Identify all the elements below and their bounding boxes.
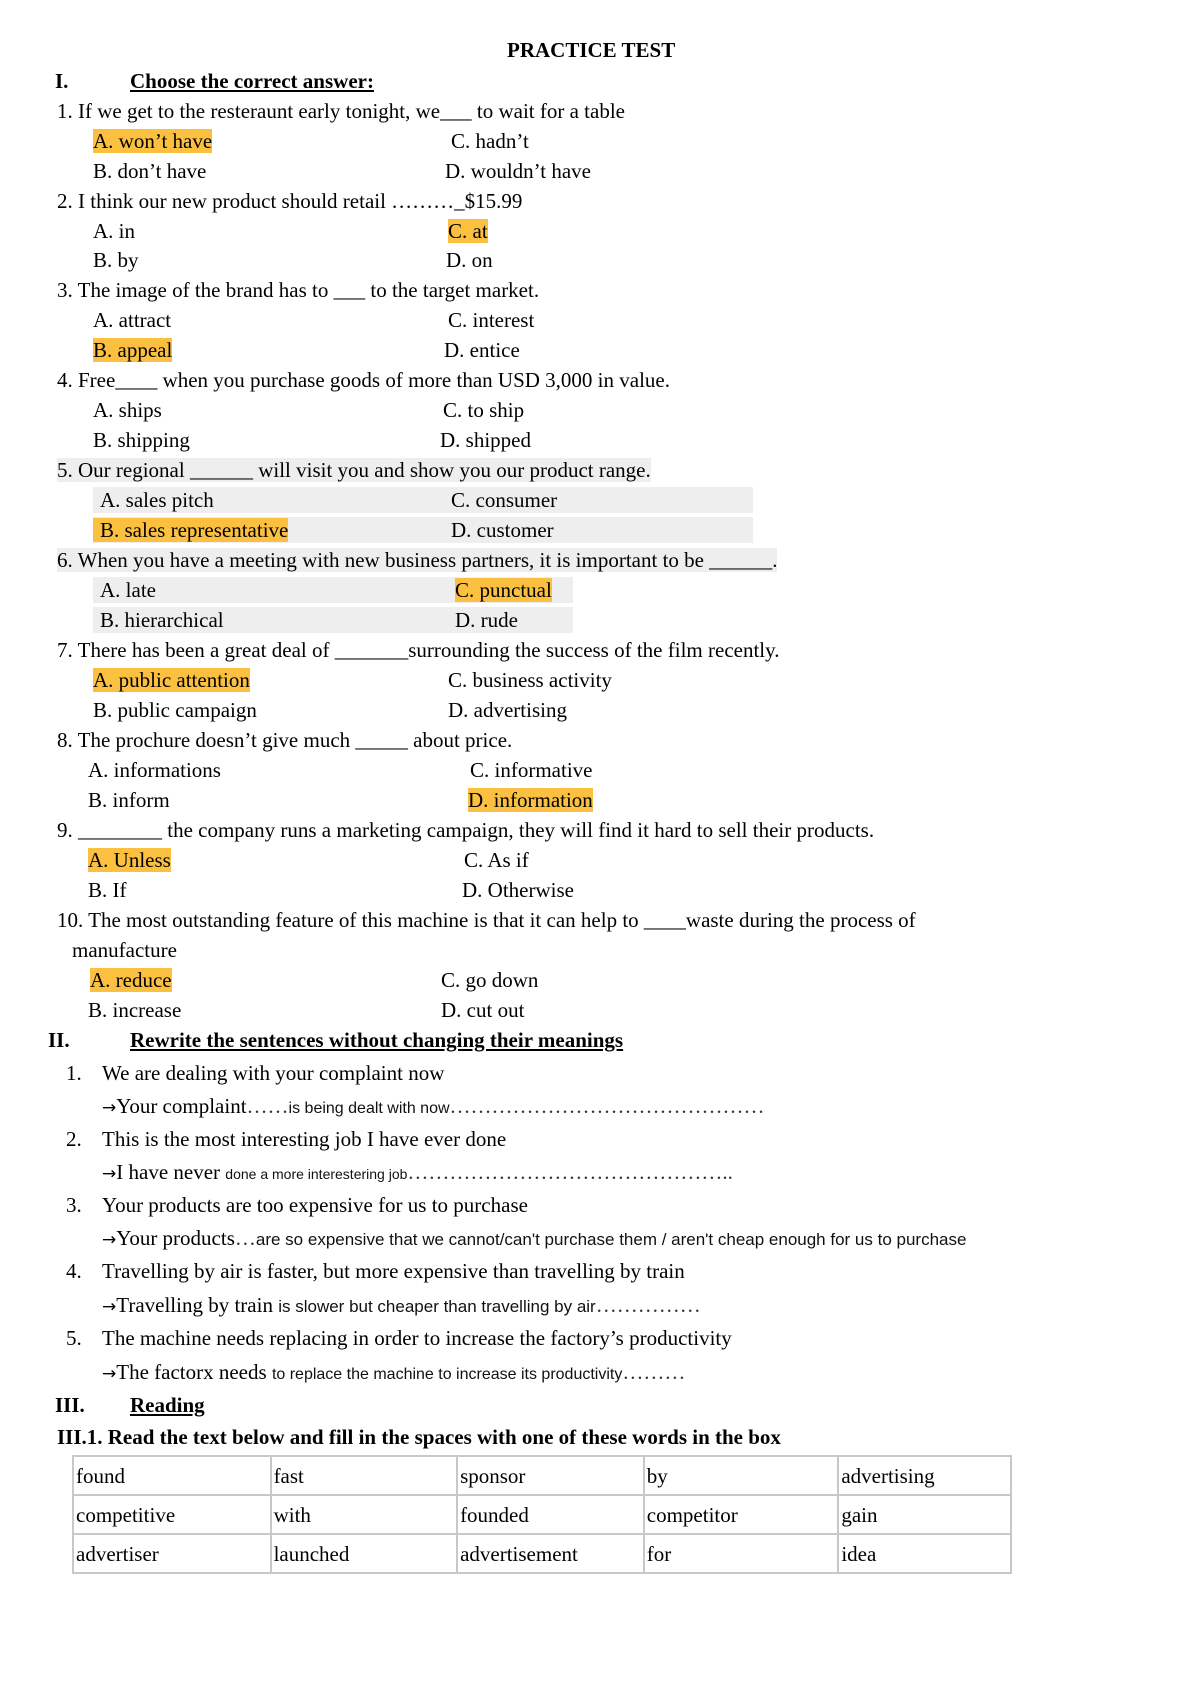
question-3: 3. The image of the brand has to ___ to the target market. (57, 278, 540, 302)
rewrite-2-answer: done a more interestering job (225, 1166, 408, 1182)
rewrite-5-answer: to replace the machine to increase its productivity (271, 1366, 623, 1383)
section-3-subtitle: III.1. Read the text below and fill in the spaces with one of these words in the box (57, 1425, 781, 1449)
section-1-number: I. (55, 69, 69, 93)
rewrite-4-number: 4. (66, 1259, 82, 1283)
word-cell: for (644, 1534, 839, 1573)
word-cell: advertisement (457, 1534, 644, 1573)
rewrite-1-number: 1. (66, 1061, 82, 1085)
section-2-number: II. (48, 1028, 70, 1052)
rewrite-4-sentence: Travelling by air is faster, but more expensive than travelling by train (102, 1259, 685, 1283)
question-10: 10. The most outstanding feature of this machine is that it can help to ____waste during the process of (57, 908, 916, 932)
q6-option-a: A. late (100, 578, 156, 602)
question-8: 8. The prochure doesn’t give much _____ about price. (57, 728, 513, 752)
word-cell: by (644, 1456, 839, 1495)
rewrite-2-dots: ……………………………………….. (407, 1160, 733, 1184)
rewrite-2-number: 2. (66, 1127, 82, 1151)
q7-option-b: B. public campaign (93, 698, 257, 722)
q1-option-b: B. don’t have (93, 159, 207, 183)
rewrite-4-answer: is slower but cheaper than travelling by air (278, 1297, 596, 1316)
q2-option-d: D. on (446, 248, 493, 272)
q5-option-c: C. consumer (451, 488, 558, 512)
word-cell: founded (457, 1495, 644, 1534)
question-9: 9. ________ the company runs a marketing campaign, they will find it hard to sell their products. (57, 818, 875, 842)
q10-option-c: C. go down (441, 968, 539, 992)
rewrite-3-prefix: Your products (116, 1226, 235, 1250)
word-cell: advertising (838, 1456, 1011, 1495)
arrow-icon: → (102, 1230, 117, 1250)
rewrite-5-dots: ……… (622, 1360, 686, 1384)
section-2-title: Rewrite the sentences without changing their meanings (130, 1028, 624, 1052)
q10-option-a: A. reduce (90, 968, 172, 992)
question-2: 2. I think our new product should retail ………_$15.99 (57, 189, 523, 213)
q8-option-b: B. inform (88, 788, 170, 812)
word-cell: found (73, 1456, 271, 1495)
rewrite-1-answer: is being dealt with now (288, 1100, 450, 1117)
q6-option-d: D. rude (455, 608, 518, 632)
rewrite-5-number: 5. (66, 1326, 82, 1350)
word-box-table (72, 1455, 1012, 1574)
word-cell: gain (838, 1495, 1011, 1534)
rewrite-4-prefix: Travelling by train (116, 1293, 273, 1317)
q6-option-b: B. hierarchical (100, 608, 224, 632)
q8-option-a: A. informations (88, 758, 221, 782)
word-cell: with (271, 1495, 458, 1534)
q2-option-a: A. in (93, 219, 135, 243)
q4-option-a: A. ships (93, 398, 162, 422)
section-1-title: Choose the correct answer: (130, 69, 374, 93)
q5-option-a: A. sales pitch (100, 488, 214, 512)
word-cell: fast (271, 1456, 458, 1495)
question-7: 7. There has been a great deal of _______surrounding the success of the film recently. (57, 638, 780, 662)
rewrite-5-prefix: The factorx needs (116, 1360, 267, 1384)
rewrite-4-dots: …………… (595, 1293, 701, 1317)
question-4: 4. Free____ when you purchase goods of more than USD 3,000 in value. (57, 368, 670, 392)
rewrite-3-answer: are so expensive that we cannot/can't purchase them / aren't cheap enough for us to purchase (255, 1230, 967, 1249)
word-cell: sponsor (457, 1456, 644, 1495)
q9-option-d: D. Otherwise (462, 878, 574, 902)
q9-option-b: B. If (88, 878, 127, 902)
rewrite-5-sentence: The machine needs replacing in order to increase the factory’s productivity (102, 1326, 732, 1350)
q1-option-a: A. won’t have (93, 129, 213, 153)
rewrite-2-sentence: This is the most interesting job I have ever done (102, 1127, 507, 1151)
rewrite-1-prefix: Your complaint (116, 1094, 247, 1118)
question-1: 1. If we get to the resteraunt early tonight, we___ to wait for a table (57, 99, 625, 123)
q3-option-d: D. entice (444, 338, 520, 362)
q5-option-b: B. sales representative (93, 518, 288, 542)
arrow-icon: → (102, 1098, 117, 1118)
q1-option-d: D. wouldn’t have (445, 159, 592, 183)
word-cell: competitive (73, 1495, 271, 1534)
arrow-icon: → (102, 1364, 117, 1384)
rewrite-3-number: 3. (66, 1193, 82, 1217)
word-cell: launched (271, 1534, 458, 1573)
q5-option-d: D. customer (451, 518, 554, 542)
q4-option-d: D. shipped (440, 428, 531, 452)
rewrite-1-dots: ……………………………………… (449, 1094, 765, 1118)
question-5: 5. Our regional ______ will visit you and show you our product range. (57, 458, 651, 482)
section-3-title: Reading (130, 1393, 205, 1417)
q9-option-c: C. As if (464, 848, 529, 872)
arrow-icon: → (102, 1297, 117, 1317)
q7-option-a: A. public attention (93, 668, 250, 692)
word-cell: advertiser (73, 1534, 271, 1573)
q10-option-b: B. increase (88, 998, 182, 1022)
word-box-row (73, 1534, 1011, 1573)
word-cell: competitor (644, 1495, 839, 1534)
rewrite-1-sentence: We are dealing with your complaint now (102, 1061, 445, 1085)
q2-option-c: C. at (448, 219, 488, 243)
q1-option-c: C. hadn’t (451, 129, 529, 153)
word-box-row (73, 1456, 1011, 1495)
page-title: PRACTICE TEST (507, 38, 676, 62)
q3-option-a: A. attract (93, 308, 172, 332)
q7-option-d: D. advertising (448, 698, 567, 722)
q6-option-c: C. punctual (455, 578, 552, 602)
word-cell: idea (838, 1534, 1011, 1573)
q3-option-c: C. interest (448, 308, 535, 332)
question-10-continued: manufacture (72, 938, 177, 962)
q4-option-c: C. to ship (443, 398, 525, 422)
q9-option-a: A. Unless (88, 848, 171, 872)
q4-option-b: B. shipping (93, 428, 190, 452)
q8-option-d: D. information (468, 788, 593, 812)
question-6: 6. When you have a meeting with new business partners, it is important to be ______. (57, 548, 778, 572)
section-3-number: III. (55, 1393, 85, 1417)
rewrite-2-prefix: I have never (116, 1160, 221, 1184)
q8-option-c: C. informative (470, 758, 593, 782)
rewrite-3-sentence: Your products are too expensive for us to purchase (102, 1193, 528, 1217)
q2-option-b: B. by (93, 248, 139, 272)
arrow-icon: → (102, 1164, 117, 1184)
q7-option-c: C. business activity (448, 668, 612, 692)
q3-option-b: B. appeal (93, 338, 173, 362)
word-box-row (73, 1495, 1011, 1534)
q10-option-d: D. cut out (441, 998, 525, 1022)
